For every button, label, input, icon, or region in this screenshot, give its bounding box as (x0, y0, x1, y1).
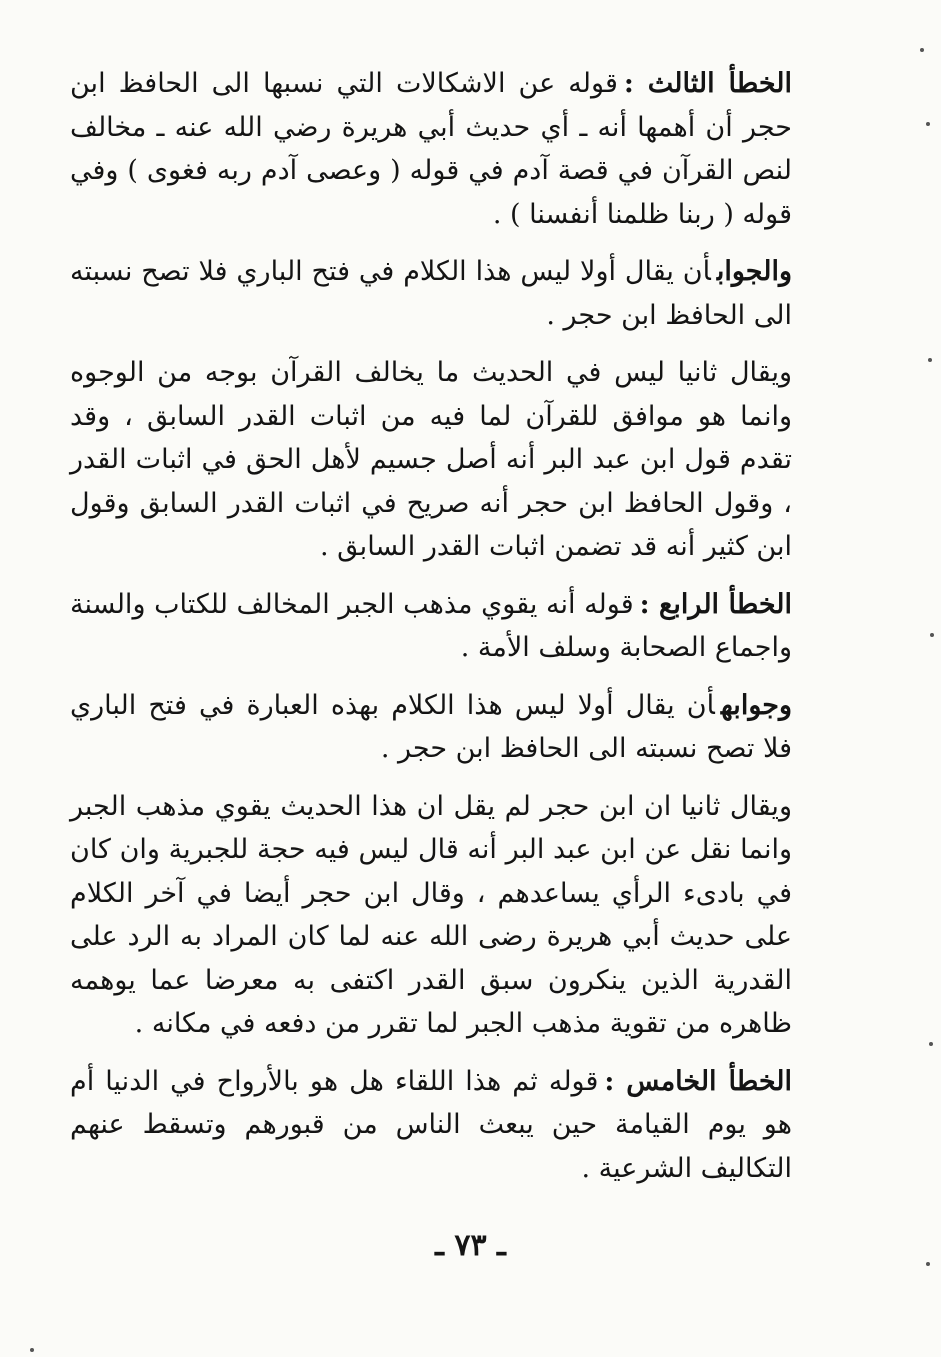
heading-error-3: الخطأ الثالث : (623, 68, 793, 99)
paragraph-error-4 (70, 583, 830, 670)
paragraph-text: ويقال ثانيا ليس في الحديث ما يخالف القرآن بوجه من الوجوه وانما هو موافق للقرآن لما فيه من اثبات القدر السابق ، وقد تقدم قول ابن عبد البر أنه أصل جسيم لأهل الحق في اثبات القدر ، وقول الحافظ ابن حجر أنه صريح في اثبات القدر السابق وقول ابن كثير أنه قد تضمن اثبات القدر السابق . (70, 357, 793, 562)
paragraph-answer-2 (70, 684, 830, 771)
scan-speck (926, 1262, 930, 1266)
paragraph-error-3 (70, 62, 830, 236)
paragraph-text: قوله أنه يقوي مذهب الجبر المخالف للكتاب والسنة واجماع الصحابة وسلف الأمة . (70, 588, 792, 663)
scan-speck (929, 1042, 933, 1046)
paragraph-text: أن يقال أولا ليس هذا الكلام في فتح الباري فلا تصح نسبته الى الحافظ ابن حجر . (70, 256, 792, 331)
scan-speck (30, 1348, 34, 1352)
paragraph-text: ويقال ثانيا ان ابن حجر لم يقل ان هذا الحديث يقوي مذهب الجبر وانما نقل عن ابن عبد البر أنه قال ليس فيه حجة للجبرية وان كان في بادىء الرأي يساعدهم ، وقال ابن حجر أيضا في آخر الكلام على حديث أبي هريرة رضى الله عنه لما كان المراد به الرد على القدرية الذين ينكرون سبق القدر اكتفى به معرضا عما يوهمه ظاهره من تقوية مذهب الجبر لما تقرر من دفعه في مكانه . (70, 790, 792, 1039)
page-body (70, 62, 830, 1204)
heading-error-4: الخطأ الرابع : (639, 588, 792, 620)
scan-speck (930, 633, 934, 637)
heading-answer-2: وجوابه (720, 689, 792, 721)
scan-speck (926, 122, 930, 126)
paragraph-text: أن يقال أولا ليس هذا الكلام بهذه العبارة في فتح الباري فلا تصح نسبته الى الحافظ ابن حجر . (70, 689, 792, 764)
scan-speck (928, 358, 932, 362)
heading-error-5: الخطأ الخامس : (604, 1065, 792, 1097)
page-number: ـ ٧٣ ـ (435, 1228, 506, 1263)
paragraph-text: قوله ثم هذا اللقاء هل هو بالأرواح في الدنيا أم هو يوم القيامة حين يبعث الناس من قبورهم وتسقط عنهم التكاليف الشرعية . (70, 1065, 792, 1184)
paragraph-answer-1 (70, 250, 830, 337)
heading-answer-1: والجواب (716, 256, 792, 287)
paragraph-error-5 (70, 1060, 830, 1191)
paragraph-second-argument-2 (70, 785, 830, 1046)
paragraph-text: قوله عن الاشكالات التي نسبها الى الحافظ ابن حجر أن أهمها أنه ـ أي حديث أبي هريرة رضي الله عنه ـ مخالف لنص القرآن في قصة آدم في قوله ( وعصى آدم ربه فغوى ) وفي قوله ( ربنا ظلمنا أنفسنا ) . (70, 68, 792, 230)
paragraph-second-argument-1 (70, 351, 830, 569)
scan-speck (920, 48, 924, 52)
